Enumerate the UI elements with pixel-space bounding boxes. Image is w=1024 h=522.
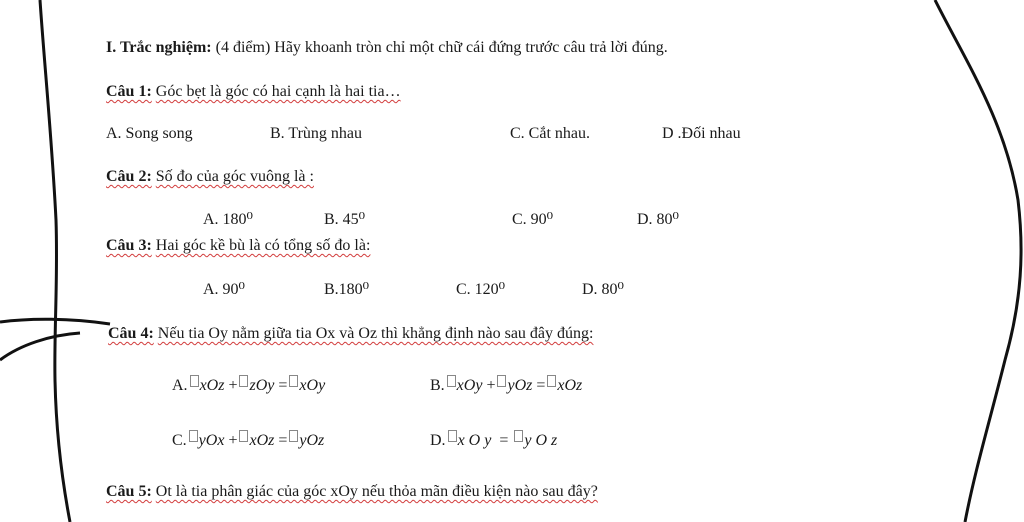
q1-option-a: A. Song song xyxy=(106,125,193,142)
q2-option-b: B. 45⁰ xyxy=(324,211,366,228)
question-2: Câu 2: Số đo của góc vuông là : xyxy=(106,168,314,185)
angle-symbol-icon xyxy=(497,375,506,387)
q2-option-d: D. 80⁰ xyxy=(637,211,679,228)
q4-option-a: A. xOz + zOy = xOy xyxy=(172,377,326,394)
angle-symbol-icon xyxy=(448,430,457,442)
question-1: Câu 1: Góc bẹt là góc có hai cạnh là hai tia… xyxy=(106,83,401,100)
q3-option-b: B.180⁰ xyxy=(324,281,370,298)
q4-option-c: C. yOx + xOz = yOz xyxy=(172,432,325,449)
q2-option-c: C. 90⁰ xyxy=(512,211,554,228)
question-5: Câu 5: Ot là tia phân giác của góc xOy nếu thỏa mãn điều kiện nào sau đây? xyxy=(106,483,598,500)
angle-symbol-icon xyxy=(289,375,298,387)
q4-option-d: D. x O y = y O z xyxy=(430,432,558,449)
q1-option-d: D .Đối nhau xyxy=(662,125,741,142)
angle-symbol-icon xyxy=(547,375,556,387)
q1-option-c: C. Cắt nhau. xyxy=(510,125,590,142)
angle-symbol-icon xyxy=(239,430,248,442)
question-3: Câu 3: Hai góc kề bù là có tổng số đo là: xyxy=(106,237,371,254)
q1-option-b: B. Trùng nhau xyxy=(270,125,363,142)
question-4: Câu 4: Nếu tia Oy nằm giữa tia Ox và Oz thì khẳng định nào sau đây đúng: xyxy=(108,325,594,342)
q2-option-a: A. 180⁰ xyxy=(203,211,253,228)
q3-option-d: D. 80⁰ xyxy=(582,281,624,298)
section-title: I. Trắc nghiệm: (4 điểm) Hãy khoanh tròn chỉ một chữ cái đứng trước câu trả lời đúng. xyxy=(106,39,668,56)
q4-option-b: B. xOy + yOz = xOz xyxy=(430,377,583,394)
q3-option-c: C. 120⁰ xyxy=(456,281,506,298)
angle-symbol-icon xyxy=(190,375,199,387)
q3-option-a: A. 90⁰ xyxy=(203,281,245,298)
angle-symbol-icon xyxy=(189,430,198,442)
angle-symbol-icon xyxy=(289,430,298,442)
angle-symbol-icon xyxy=(447,375,456,387)
angle-symbol-icon xyxy=(239,375,248,387)
angle-symbol-icon xyxy=(514,430,523,442)
